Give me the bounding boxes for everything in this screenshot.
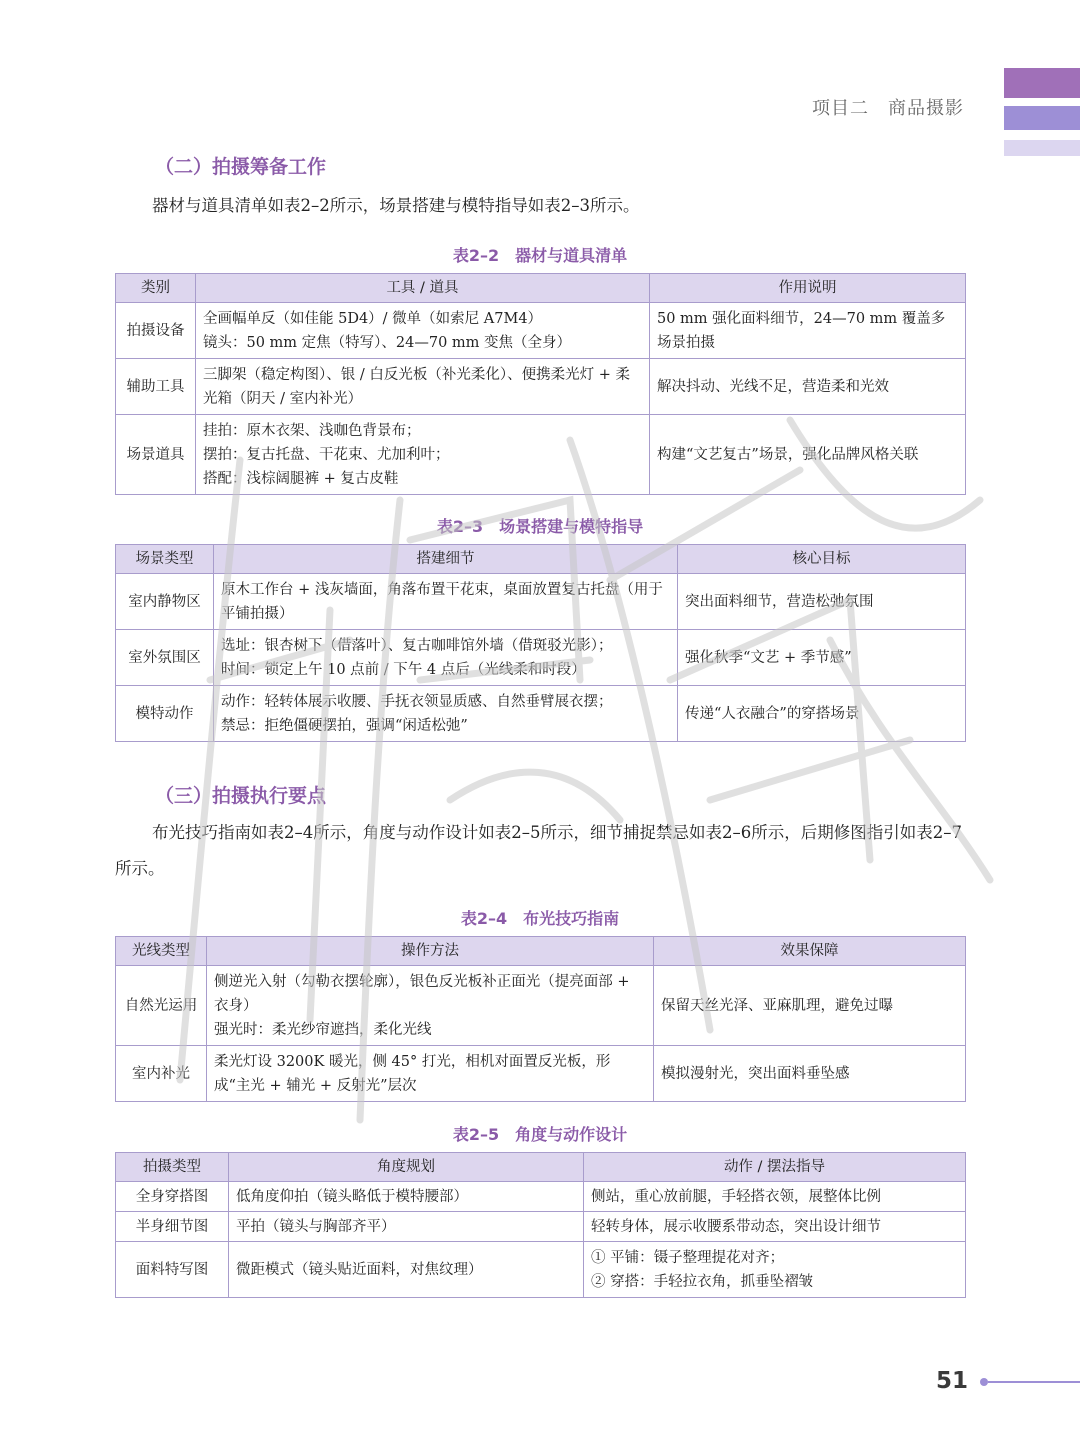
table-caption-2-2: 表2–2 器材与道具清单 xyxy=(452,246,628,265)
cell-line: ① 平铺：镊子整理提花对齐； xyxy=(591,1249,785,1266)
table-cell-goal: 传递“人衣融合”的穿搭场景 xyxy=(678,686,966,742)
watermark-stroke xyxy=(710,740,910,800)
table-cell-method xyxy=(207,1046,654,1102)
cell-line: 动作：轻转体展示收腰、手抚衣领显质感、自然垂臂展衣摆； xyxy=(221,693,613,710)
table-header-cell: 类别 xyxy=(116,274,196,303)
table-cell-description: 解决抖动、光线不足，营造柔和光效 xyxy=(650,359,966,415)
table-cell-tools xyxy=(196,359,650,415)
table-cell-goal: 强化秋季“文艺 + 季节感” xyxy=(678,630,966,686)
table-row xyxy=(116,630,966,686)
table-cell-angle: 微距模式（镜头贴近面料，对焦纹理） xyxy=(229,1242,584,1298)
cell-line: 搭配：浅棕阔腿裤 + 复古皮鞋 xyxy=(203,470,399,487)
table-cell-shot-type: 全身穿搭图 xyxy=(116,1182,229,1212)
table-header-cell: 核心目标 xyxy=(678,545,966,574)
cell-line: 禁忌：拒绝僵硬摆拍，强调“闲适松弛” xyxy=(221,717,468,734)
page-number-rule xyxy=(988,1381,1080,1383)
cell-line: 轻转身体，展示收腰系带动态，突出设计细节 xyxy=(591,1218,881,1235)
cell-line: 挂拍：原木衣架、浅咖色背景布； xyxy=(203,422,421,439)
table-cell-shot-type: 半身细节图 xyxy=(116,1212,229,1242)
table-header-cell: 动作 / 摆法指导 xyxy=(584,1153,966,1182)
table-row xyxy=(116,1212,966,1242)
table-cell-scene-type: 室内静物区 xyxy=(116,574,214,630)
table-header-cell: 操作方法 xyxy=(207,937,654,966)
table-row xyxy=(116,415,966,495)
section-intro-execution: 布光技巧指南如表2–4所示，角度与动作设计如表2–5所示，细节捕捉禁忌如表2–6所示，后期修图指引如表2–7所示。 xyxy=(115,823,962,878)
running-header: 项目二 商品摄影 xyxy=(812,98,964,119)
cell-line: 摆拍：复古托盘、干花束、尤加利叶； xyxy=(203,446,450,463)
table-cell-angle: 低角度仰拍（镜头略低于模特腰部） xyxy=(229,1182,584,1212)
table-row xyxy=(116,686,966,742)
table-cell-guide xyxy=(584,1242,966,1298)
table-header-cell: 场景类型 xyxy=(116,545,214,574)
table-row xyxy=(116,574,966,630)
table-row xyxy=(116,1242,966,1298)
table-header-cell: 拍摄类型 xyxy=(116,1153,229,1182)
table-cell-category: 拍摄设备 xyxy=(116,303,196,359)
table-cell-angle: 平拍（镜头与胸部齐平） xyxy=(229,1212,584,1242)
table-cell-detail xyxy=(214,686,678,742)
table-cell-detail xyxy=(214,574,678,630)
cell-line: 原木工作台 + 浅灰墙面，角落布置干花束，桌面放置复古托盘（用于平铺拍摄） xyxy=(221,581,663,622)
cell-line: 镜头：50 mm 定焦（特写）、24—70 mm 变焦（全身） xyxy=(203,334,572,351)
cell-line: 侧逆光入射（勾勒衣摆轮廓），银色反光板补正面光（提亮面部 + 衣身） xyxy=(214,973,630,1014)
table-cell-effect: 保留天丝光泽、亚麻肌理，避免过曝 xyxy=(654,966,966,1046)
table-equipment xyxy=(115,273,966,495)
cell-line: 柔光灯设 3200K 暖光，侧 45° 打光，相机对面置反光板，形成“主光 + 辅光 + 反射光”层次 xyxy=(214,1053,611,1094)
table-row xyxy=(116,1182,966,1212)
table-cell-description: 构建“文艺复古”场景，强化品牌风格关联 xyxy=(650,415,966,495)
cell-line: 强光时：柔光纱帘遮挡，柔化光线 xyxy=(214,1021,432,1038)
table-header-cell: 效果保障 xyxy=(654,937,966,966)
table-cell-tools xyxy=(196,303,650,359)
table-header-cell: 角度规划 xyxy=(229,1153,584,1182)
table-caption-2-5: 表2–5 角度与动作设计 xyxy=(452,1125,628,1144)
cell-line: 选址：银杏树下（借落叶）、复古咖啡馆外墙（借斑驳光影）； xyxy=(221,637,613,654)
header-tab-middle xyxy=(1004,106,1080,130)
table-cell-detail xyxy=(214,630,678,686)
table-header-cell: 作用说明 xyxy=(650,274,966,303)
cell-line: ② 穿搭：手轻拉衣角，抓垂坠褶皱 xyxy=(591,1273,814,1290)
table-cell-light-type: 自然光运用 xyxy=(116,966,207,1046)
table-header-cell: 光线类型 xyxy=(116,937,207,966)
table-row xyxy=(116,966,966,1046)
table-cell-guide xyxy=(584,1212,966,1242)
cell-line: 侧站，重心放前腿，手轻搭衣领，展整体比例 xyxy=(591,1188,881,1205)
table-cell-scene-type: 室外氛围区 xyxy=(116,630,214,686)
table-cell-tools xyxy=(196,415,650,495)
table-header-cell: 搭建细节 xyxy=(214,545,678,574)
section-title-preparation: （二）拍摄筹备工作 xyxy=(155,156,327,178)
table-row xyxy=(116,1046,966,1102)
table-caption-2-4: 表2–4 布光技巧指南 xyxy=(460,909,620,928)
section-intro-preparation: 器材与道具清单如表2–2所示，场景搭建与模特指导如表2–3所示。 xyxy=(152,196,640,215)
table-cell-method xyxy=(207,966,654,1046)
table-row xyxy=(116,303,966,359)
table-caption-2-3: 表2–3 场景搭建与模特指导 xyxy=(436,517,644,536)
table-cell-category: 辅助工具 xyxy=(116,359,196,415)
table-cell-goal: 突出面料细节，营造松弛氛围 xyxy=(678,574,966,630)
section-title-execution: （三）拍摄执行要点 xyxy=(155,785,327,807)
table-cell-scene-type: 模特动作 xyxy=(116,686,214,742)
page-number-dot xyxy=(980,1378,988,1386)
table-angles xyxy=(115,1152,966,1298)
table-cell-guide xyxy=(584,1182,966,1212)
header-tab-bottom xyxy=(1004,140,1080,156)
watermark-stroke xyxy=(450,772,620,820)
header-tab-top xyxy=(1004,68,1080,98)
table-header-cell: 工具 / 道具 xyxy=(196,274,650,303)
table-cell-effect: 模拟漫射光，突出面料垂坠感 xyxy=(654,1046,966,1102)
cell-line: 全画幅单反（如佳能 5D4）/ 微单（如索尼 A7M4） xyxy=(203,310,543,327)
table-cell-light-type: 室内补光 xyxy=(116,1046,207,1102)
table-scene-setup xyxy=(115,544,966,742)
table-lighting xyxy=(115,936,966,1102)
page-number: 51 xyxy=(936,1368,969,1394)
table-cell-shot-type: 面料特写图 xyxy=(116,1242,229,1298)
table-row xyxy=(116,359,966,415)
table-cell-category: 场景道具 xyxy=(116,415,196,495)
table-cell-description: 50 mm 强化面料细节，24—70 mm 覆盖多场景拍摄 xyxy=(650,303,966,359)
cell-line: 三脚架（稳定构图）、银 / 白反光板（补光柔化）、便携柔光灯 + 柔光箱（阴天 / 室内补光） xyxy=(203,366,630,407)
cell-line: 时间：锁定上午 10 点前 / 下午 4 点后（光线柔和时段） xyxy=(221,661,586,678)
